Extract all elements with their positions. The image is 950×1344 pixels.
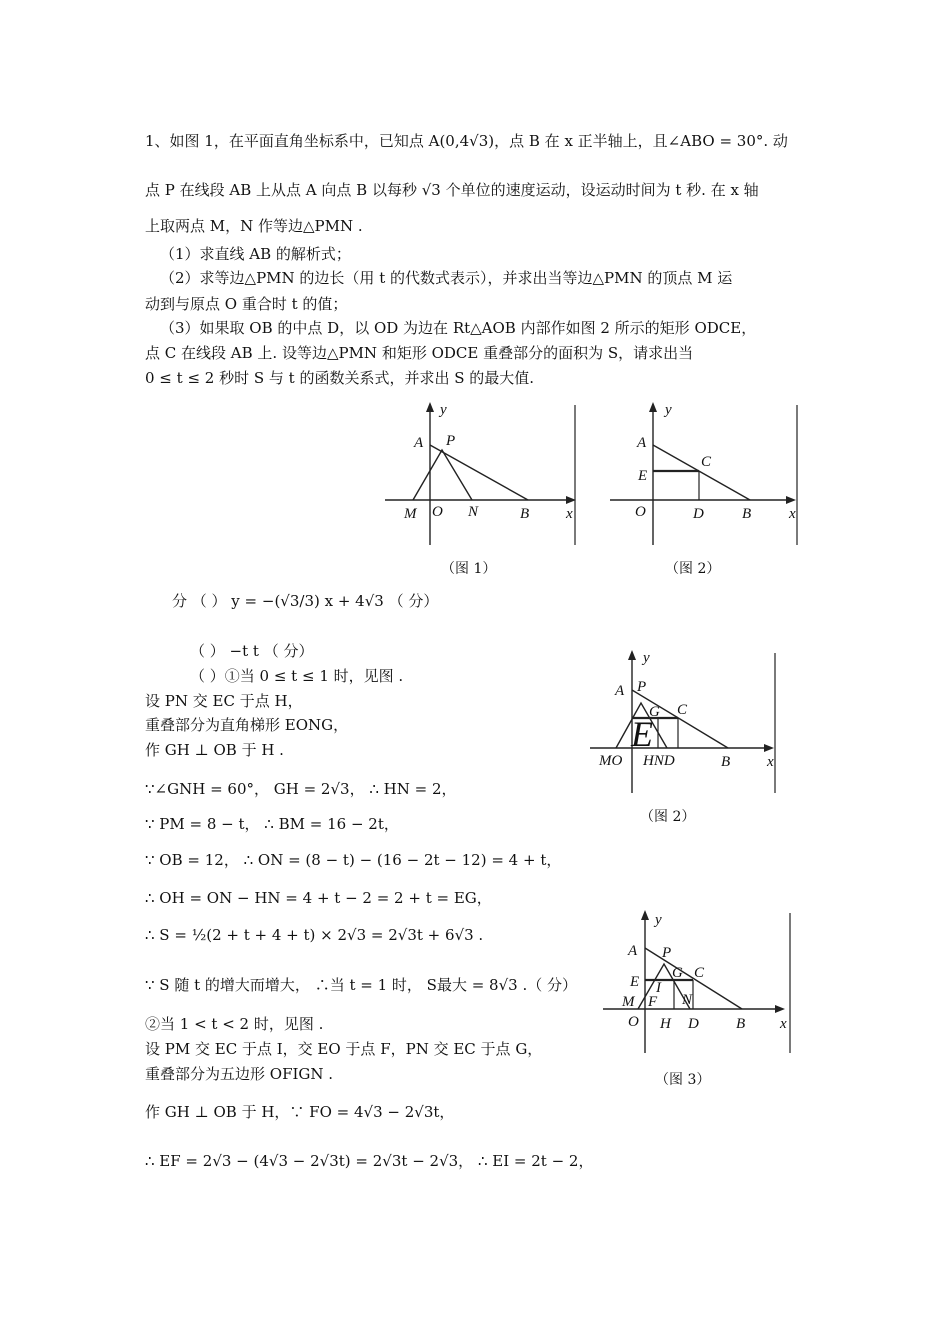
problem-line-8: 点 C 在线段 AB 上. 设等边△PMN 和矩形 ODCE 重叠部分的面积为 S，请求出当	[145, 344, 694, 362]
fig3-label-e: E	[631, 714, 653, 754]
solution-line-8: ∵ PM = 8 − t， ∴ BM = 16 − 2t，	[145, 815, 399, 833]
fig4-label-m: M	[622, 994, 635, 1010]
fig4-label-a: A	[628, 943, 638, 959]
solution-line-4: 设 PN 交 EC 于点 H，	[145, 692, 303, 710]
fig3-label-y: y	[643, 650, 650, 666]
solution-line-14: 设 PM 交 EC 于点 I，交 EO 于点 F，PN 交 EC 于点 G，	[145, 1040, 543, 1058]
fig1-label-b: B	[520, 506, 530, 522]
solution-line-12: ∵ S 随 t 的增大而增大， ∴当 t = 1 时， S最大 = 8√3 .（ 分）	[145, 976, 577, 994]
fig2-label-o: O	[635, 504, 646, 520]
fig4-label-c: C	[694, 965, 705, 981]
solution-line-9: ∵ OB = 12， ∴ ON = (8 − t) − (16 − 2t − 12) = 4 + t，	[145, 851, 562, 869]
solution-line-1: 分 （ ） y = −(√3/3) x + 4√3 （ 分）	[172, 592, 439, 610]
solution-line-17: ∴ EF = 2√3 − (4√3 − 2√3t) = 2√3t − 2√3， ∴ EI = 2t − 2，	[145, 1152, 594, 1170]
problem-line-4: （1）求直线 AB 的解析式；	[160, 245, 351, 263]
fig4-label-y: y	[655, 912, 662, 928]
fig2-label-b: B	[742, 506, 752, 522]
solution-line-2: （ ） −t t （ 分）	[190, 642, 314, 660]
figure-3-caption: （图 2）	[640, 809, 696, 825]
fig4-label-g: G	[672, 965, 683, 981]
fig1-label-p: P	[446, 433, 456, 449]
fig2-label-y: y	[665, 402, 672, 418]
figure-2	[605, 400, 805, 550]
fig4-label-h: H	[660, 1016, 671, 1032]
fig1-label-x: x	[566, 506, 573, 522]
fig3-label-hnd: HND	[643, 753, 675, 769]
problem-line-3: 上取两点 M，N 作等边△PMN .	[145, 217, 363, 235]
solution-line-7: ∵∠GNH = 60°， GH = 2√3， ∴ HN = 2，	[145, 780, 457, 798]
fig1-label-a: A	[414, 435, 424, 451]
fig4-label-f: F	[648, 994, 658, 1010]
fig2-label-c: C	[701, 454, 712, 470]
figure-3	[585, 648, 790, 798]
solution-line-3: （ ）①当 0 ≤ t ≤ 1 时，见图 .	[190, 667, 404, 685]
problem-line-6: 动到与原点 O 重合时 t 的值；	[145, 295, 348, 313]
fig2-label-a: A	[637, 435, 647, 451]
fig3-label-p: P	[637, 679, 647, 695]
fig3-label-mo: MO	[599, 753, 623, 769]
fig3-label-x: x	[767, 754, 774, 770]
solution-line-13: ②当 1 < t < 2 时，见图 .	[145, 1015, 324, 1033]
fig4-label-x: x	[780, 1016, 787, 1032]
fig3-label-c: C	[677, 702, 688, 718]
fig4-label-b: B	[736, 1016, 746, 1032]
fig2-label-d: D	[693, 506, 704, 522]
solution-line-6: 作 GH ⊥ OB 于 H .	[145, 741, 284, 759]
fig3-label-b: B	[721, 754, 731, 770]
fig4-label-i: I	[656, 980, 661, 996]
fig4-label-n: N	[682, 992, 693, 1008]
figure-4	[600, 908, 805, 1058]
figure-4-caption: （图 3）	[655, 1072, 711, 1088]
figure-2-caption: （图 2）	[665, 561, 721, 577]
solution-line-15: 重叠部分为五边形 OFIGN .	[145, 1065, 334, 1083]
fig4-label-d: D	[688, 1016, 699, 1032]
fig4-label-p: P	[662, 945, 672, 961]
fig1-label-y: y	[440, 402, 447, 418]
figure-1	[380, 400, 585, 550]
problem-line-2: 点 P 在线段 AB 上从点 A 向点 B 以每秒 √3 个单位的速度运动，设运动时间为 t 秒. 在 x 轴	[145, 181, 759, 199]
solution-line-5: 重叠部分为直角梯形 EONG，	[145, 716, 349, 734]
fig2-label-x: x	[789, 506, 796, 522]
fig1-label-n: N	[468, 504, 479, 520]
solution-line-10: ∴ OH = ON − HN = 4 + t − 2 = 2 + t = EG，	[145, 889, 492, 907]
fig2-label-e: E	[638, 468, 648, 484]
problem-line-5: （2）求等边△PMN 的边长（用 t 的代数式表示），并求出当等边△PMN 的顶点 M 运	[160, 269, 733, 287]
problem-line-1: 1、如图 1，在平面直角坐标系中，已知点 A(0,4√3)，点 B 在 x 正半轴上，且∠ABO = 30°. 动	[145, 132, 788, 150]
figure-1-caption: （图 1）	[441, 561, 497, 577]
fig1-label-o: O	[432, 504, 443, 520]
fig3-label-g: G	[649, 704, 660, 720]
fig4-label-e: E	[630, 974, 640, 990]
solution-line-11: ∴ S = ½(2 + t + 4 + t) × 2√3 = 2√3t + 6√3 .	[145, 926, 484, 944]
problem-line-7: （3）如果取 OB 的中点 D，以 OD 为边在 Rt△AOB 内部作如图 2 所示的矩形 ODCE，	[160, 319, 757, 337]
fig3-label-a: A	[615, 683, 625, 699]
problem-line-9: 0 ≤ t ≤ 2 秒时 S 与 t 的函数关系式，并求出 S 的最大值.	[145, 369, 535, 387]
solution-line-16: 作 GH ⊥ OB 于 H，∵ FO = 4√3 − 2√3t，	[145, 1103, 455, 1121]
fig1-label-m: M	[404, 506, 417, 522]
fig4-label-o: O	[628, 1014, 639, 1030]
